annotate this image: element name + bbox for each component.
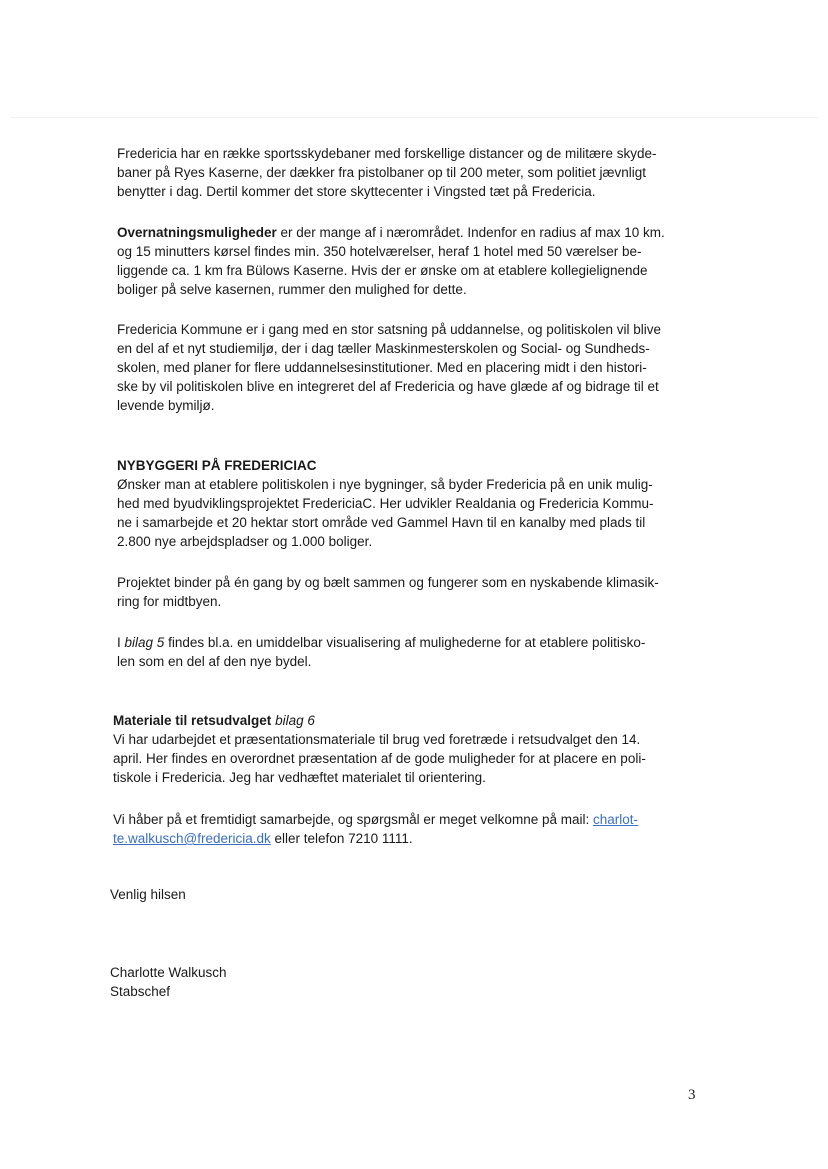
text-line: benytter i dag. Dertil kommer det store skyttecenter i Vingsted tæt på Fredericia. <box>117 184 596 199</box>
text-line: Ønsker man at etablere politiskolen i nye bygninger, så byder Fredericia på en unik mulig- <box>117 477 653 492</box>
text-line: Projektet binder på én gang by og bælt sammen og fungerer som en nyskabende klimasik- <box>117 575 659 590</box>
email-link-part-1[interactable]: charlot- <box>592 812 638 827</box>
text-line: 2.800 nye arbejdspladser og 1.000 boliger. <box>117 534 373 549</box>
text-line: skolen, med planer for flere uddannelsesinstitutioner. Med en placering midt i den histori- <box>117 360 647 375</box>
section-heading: NYBYGGERI PÅ FREDERICIAC <box>117 458 317 473</box>
text-line: Fredericia har en række sportsskydebaner med forskellige distancer og de militære skyde- <box>117 146 657 161</box>
text-line: boliger på selve kasernen, rummer den mulighed for dette. <box>117 282 467 297</box>
paragraph-accommodation <box>117 223 717 299</box>
text-fragment: Vi håber på et fremtidigt samarbejde, og spørgsmål er meget velkomne på mail: <box>113 812 593 827</box>
paragraph-project <box>117 573 717 611</box>
text-fragment: findes bl.a. en umiddelbar visualisering af mulighederne for at etablere politisko- <box>164 635 646 650</box>
text-line: hed med byudviklingsprojektet FredericiaC. Her udvikler Realdania og Fredericia Kommu- <box>117 496 654 511</box>
heading-bold-part: Materiale til retsudvalget <box>113 713 272 728</box>
text-line: april. Her findes en overordnet præsentation af de gode muligheder for at placere en poli- <box>113 751 646 766</box>
text-line: levende bymiljø. <box>117 398 215 413</box>
text-fragment: eller telefon 7210 1111. <box>270 831 413 846</box>
appendix-reference: bilag 5 <box>124 635 165 650</box>
section-new-buildings <box>117 456 717 551</box>
paragraph-education <box>117 320 717 415</box>
closing-greeting: Venlig hilsen <box>110 887 186 902</box>
text-line: ne i samarbejde et 20 hektar stort område ved Gammel Havn til en kanalby med plads til <box>117 515 646 530</box>
accommodation-lead: Overnatningsmuligheder <box>117 225 277 240</box>
paragraph-contact <box>113 810 713 848</box>
paragraph-shooting-ranges <box>117 144 717 201</box>
text-line: liggende ca. 1 km fra Bülows Kaserne. Hvis der er ønske om at etablere kollegielignende <box>117 263 648 278</box>
text-fragment: I <box>117 635 125 650</box>
text-line: og 15 minutters kørsel findes min. 350 hotelværelser, heraf 1 hotel med 50 værelser be- <box>117 244 642 259</box>
text-line: len som en del af den nye bydel. <box>117 654 312 669</box>
email-link-part-2[interactable]: te.walkusch@fredericia.dk <box>113 831 271 846</box>
text-line: baner på Ryes Kaserne, der dækker fra pistolbaner op til 200 meter, som politiet jævnligt <box>117 165 647 180</box>
text-line: ske by vil politiskolen blive en integreret del af Fredericia og have glæde af og bidrage til et <box>117 379 659 394</box>
text-line: ring for midtbyen. <box>117 594 222 609</box>
text-fragment: er der mange af i nærområdet. Indenfor en radius af max 10 km. <box>276 225 665 240</box>
appendix-reference: bilag 6 <box>271 713 315 728</box>
text-line: tiskole i Fredericia. Jeg har vedhæftet materialet til orientering. <box>113 770 486 785</box>
text-line <box>117 633 717 652</box>
text-line <box>117 223 717 242</box>
text-line <box>113 829 713 848</box>
page-number: 3 <box>688 1087 696 1103</box>
closing <box>110 885 710 904</box>
section-materials <box>113 711 713 787</box>
signature-block <box>110 963 710 1001</box>
signer-name: Charlotte Walkusch <box>110 965 227 980</box>
signer-title: Stabschef <box>110 984 171 999</box>
header-rule <box>10 117 818 118</box>
text-line: Fredericia Kommune er i gang med en stor satsning på uddannelse, og politiskolen vil blive <box>117 322 662 337</box>
text-line: Vi har udarbejdet et præsentationsmateriale til brug ved foretræde i retsudvalget den 14. <box>113 732 641 747</box>
paragraph-appendix-5 <box>117 633 717 671</box>
text-line <box>113 810 713 829</box>
section-heading <box>113 711 713 730</box>
text-line: en del af et nyt studiemiljø, der i dag tæller Maskinmesterskolen og Social- og Sundheds- <box>117 341 650 356</box>
